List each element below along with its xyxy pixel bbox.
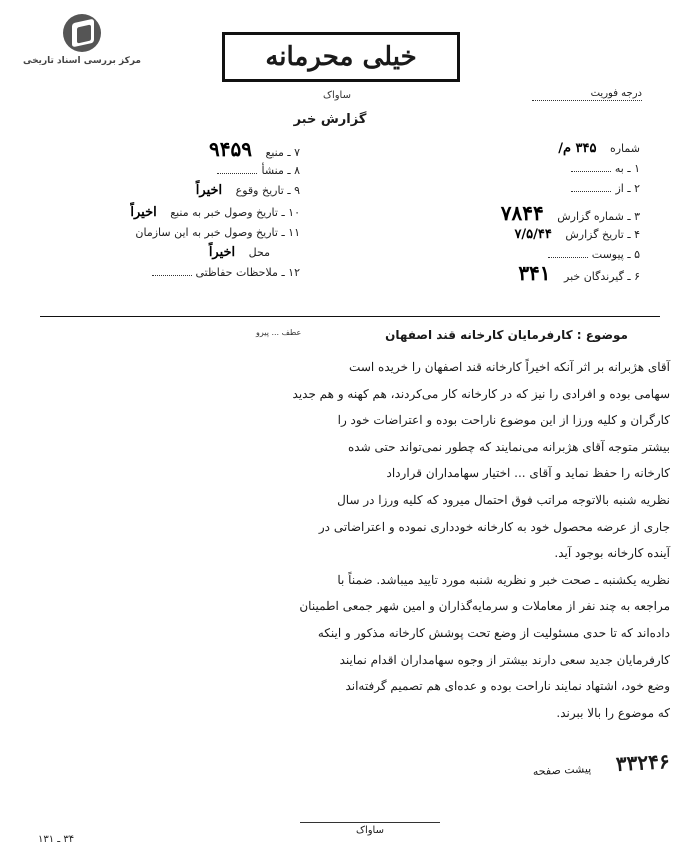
form-row-from bbox=[571, 180, 640, 198]
form-row-attachment bbox=[548, 246, 640, 264]
form-row-place bbox=[209, 244, 270, 262]
form-value: اخیراً bbox=[208, 245, 236, 260]
body-line: کارفرمایان جدید سعی دارند بیشتر از وجوه سهامداران اقدام نمایند bbox=[339, 652, 670, 667]
footer-note: ساواک bbox=[300, 822, 440, 836]
body-line: بیشتر متوجه آقای هژبرانه می‌نمایند که چطور نمی‌تواند حتی شده bbox=[348, 439, 670, 454]
divider-line bbox=[40, 316, 660, 317]
document-archive-icon bbox=[63, 14, 101, 52]
form-label: ۱۲ ـ ملاحظات حفاظتی bbox=[195, 266, 300, 279]
body-line: آینده کارخانه بوجود آید. bbox=[554, 546, 670, 561]
form-label: ۲ ـ از bbox=[615, 182, 640, 195]
body-line: کارگران و کلیه ورزا از این موضوع ناراحت بوده و اعتراضات خود را bbox=[337, 413, 670, 428]
form-row-origin bbox=[217, 162, 300, 180]
form-label: ۶ ـ گیرندگان خبر bbox=[564, 270, 640, 283]
form-label: ۳ ـ شماره گزارش bbox=[557, 210, 640, 223]
form-row-source bbox=[209, 137, 300, 161]
page-number: ۳۴ ـ ۱۳۱ bbox=[38, 834, 75, 845]
form-label: ۵ ـ پیوست bbox=[591, 248, 640, 261]
form-value: ۳۴۱ bbox=[518, 261, 551, 285]
form-row-recipients bbox=[518, 261, 640, 285]
body-line: جاری از عرضه محصول خود به کارخانه خودداری نموده و اعتراضاتی در bbox=[318, 519, 670, 534]
handwritten-annotation bbox=[60, 749, 670, 805]
form-value: اخیراً bbox=[130, 205, 157, 220]
logo-caption: مرکز بررسی اسناد تاریخی bbox=[22, 56, 142, 66]
form-value: ۷۸۴۴ bbox=[500, 201, 544, 225]
form-row-report-number bbox=[500, 201, 640, 225]
handwritten-note: پیشت صفحه bbox=[532, 762, 592, 779]
body-line: که موضوع را بالا ببرند. bbox=[556, 705, 670, 720]
body-line: نظریه یکشنبه ـ صحت خبر و نظریه شنبه مورد تایید میباشد. ضمناً با bbox=[337, 572, 670, 587]
body-line: سهامی بوده و افرادی را نیز که در کارخانه کار می‌کردند، هم کهنه و هم جدید bbox=[292, 386, 670, 401]
form-label: ۷ ـ منبع bbox=[265, 146, 300, 159]
form-value: ۹۴۵۹ bbox=[209, 137, 252, 161]
subject-line: موضوع : کارفرمایان کارخانه قند اصفهان bbox=[385, 328, 628, 342]
urgency-field: درجه فوریت bbox=[532, 88, 642, 101]
form-label: شماره bbox=[609, 142, 640, 155]
report-body bbox=[30, 354, 670, 726]
form-label: ۹ ـ تاریخ وقوع bbox=[235, 184, 300, 197]
form-label: ۴ ـ تاریخ گزارش bbox=[565, 228, 640, 241]
body-line: وضع خود، اشتهاد نمایند ناراحت بوده و عده‌ای هم تصمیم گرفته‌اند bbox=[345, 679, 670, 694]
body-line: مراجعه به چند نفر از معاملات و سرمایه‌گذاران و امین شهر جمعی اطمینان bbox=[299, 599, 670, 614]
body-line: داده‌اند که تا حدی مسئولیت از وضع تحت پوشش کارخانه مذکور و اینکه bbox=[317, 625, 670, 640]
form-label: ۱۱ ـ تاریخ وصول خبر به این سازمان bbox=[135, 226, 300, 239]
body-line: نظریه شنبه بالاتوجه مراتب فوق احتمال میرود که کلیه ورزا در سال bbox=[337, 492, 670, 507]
form-value: ۷/۵/۴۴ bbox=[514, 227, 552, 242]
form-label: محل bbox=[248, 246, 270, 259]
form-row-number bbox=[558, 140, 640, 158]
archive-logo bbox=[22, 14, 142, 66]
classification-stamp: خیلی محرمانه bbox=[222, 32, 460, 82]
form-row-occurrence-date bbox=[196, 182, 300, 200]
handwritten-number: ۳۳۲۴۶ bbox=[615, 749, 671, 776]
reference-note: عطف ... پیرو bbox=[256, 328, 302, 337]
form-row-to bbox=[571, 160, 640, 178]
body-line: آقای هژبرانه بر اثر آنکه اخیراً کارخانه قند اصفهان را خریده است bbox=[349, 360, 670, 374]
form-row-source-date bbox=[130, 204, 300, 222]
form-label: ۱۰ ـ تاریخ وصول خبر به منبع bbox=[170, 206, 300, 219]
form-label: ۸ ـ منشأ bbox=[261, 164, 300, 177]
form-row-security-notes bbox=[152, 264, 301, 282]
body-line: کارخانه را حفظ نماید و آقای ... اختیار سهامداران قرارداد bbox=[386, 466, 670, 481]
form-row-agency-date bbox=[135, 224, 300, 242]
form-value: ۳۴۵ م/ bbox=[558, 141, 597, 156]
form-row-report-date bbox=[514, 226, 640, 244]
form-label: ۱ ـ به bbox=[614, 162, 640, 175]
report-title: گزارش خبر bbox=[293, 112, 367, 127]
form-value: اخیراً bbox=[195, 183, 223, 198]
stamp-subtitle: ساواک bbox=[323, 90, 351, 101]
